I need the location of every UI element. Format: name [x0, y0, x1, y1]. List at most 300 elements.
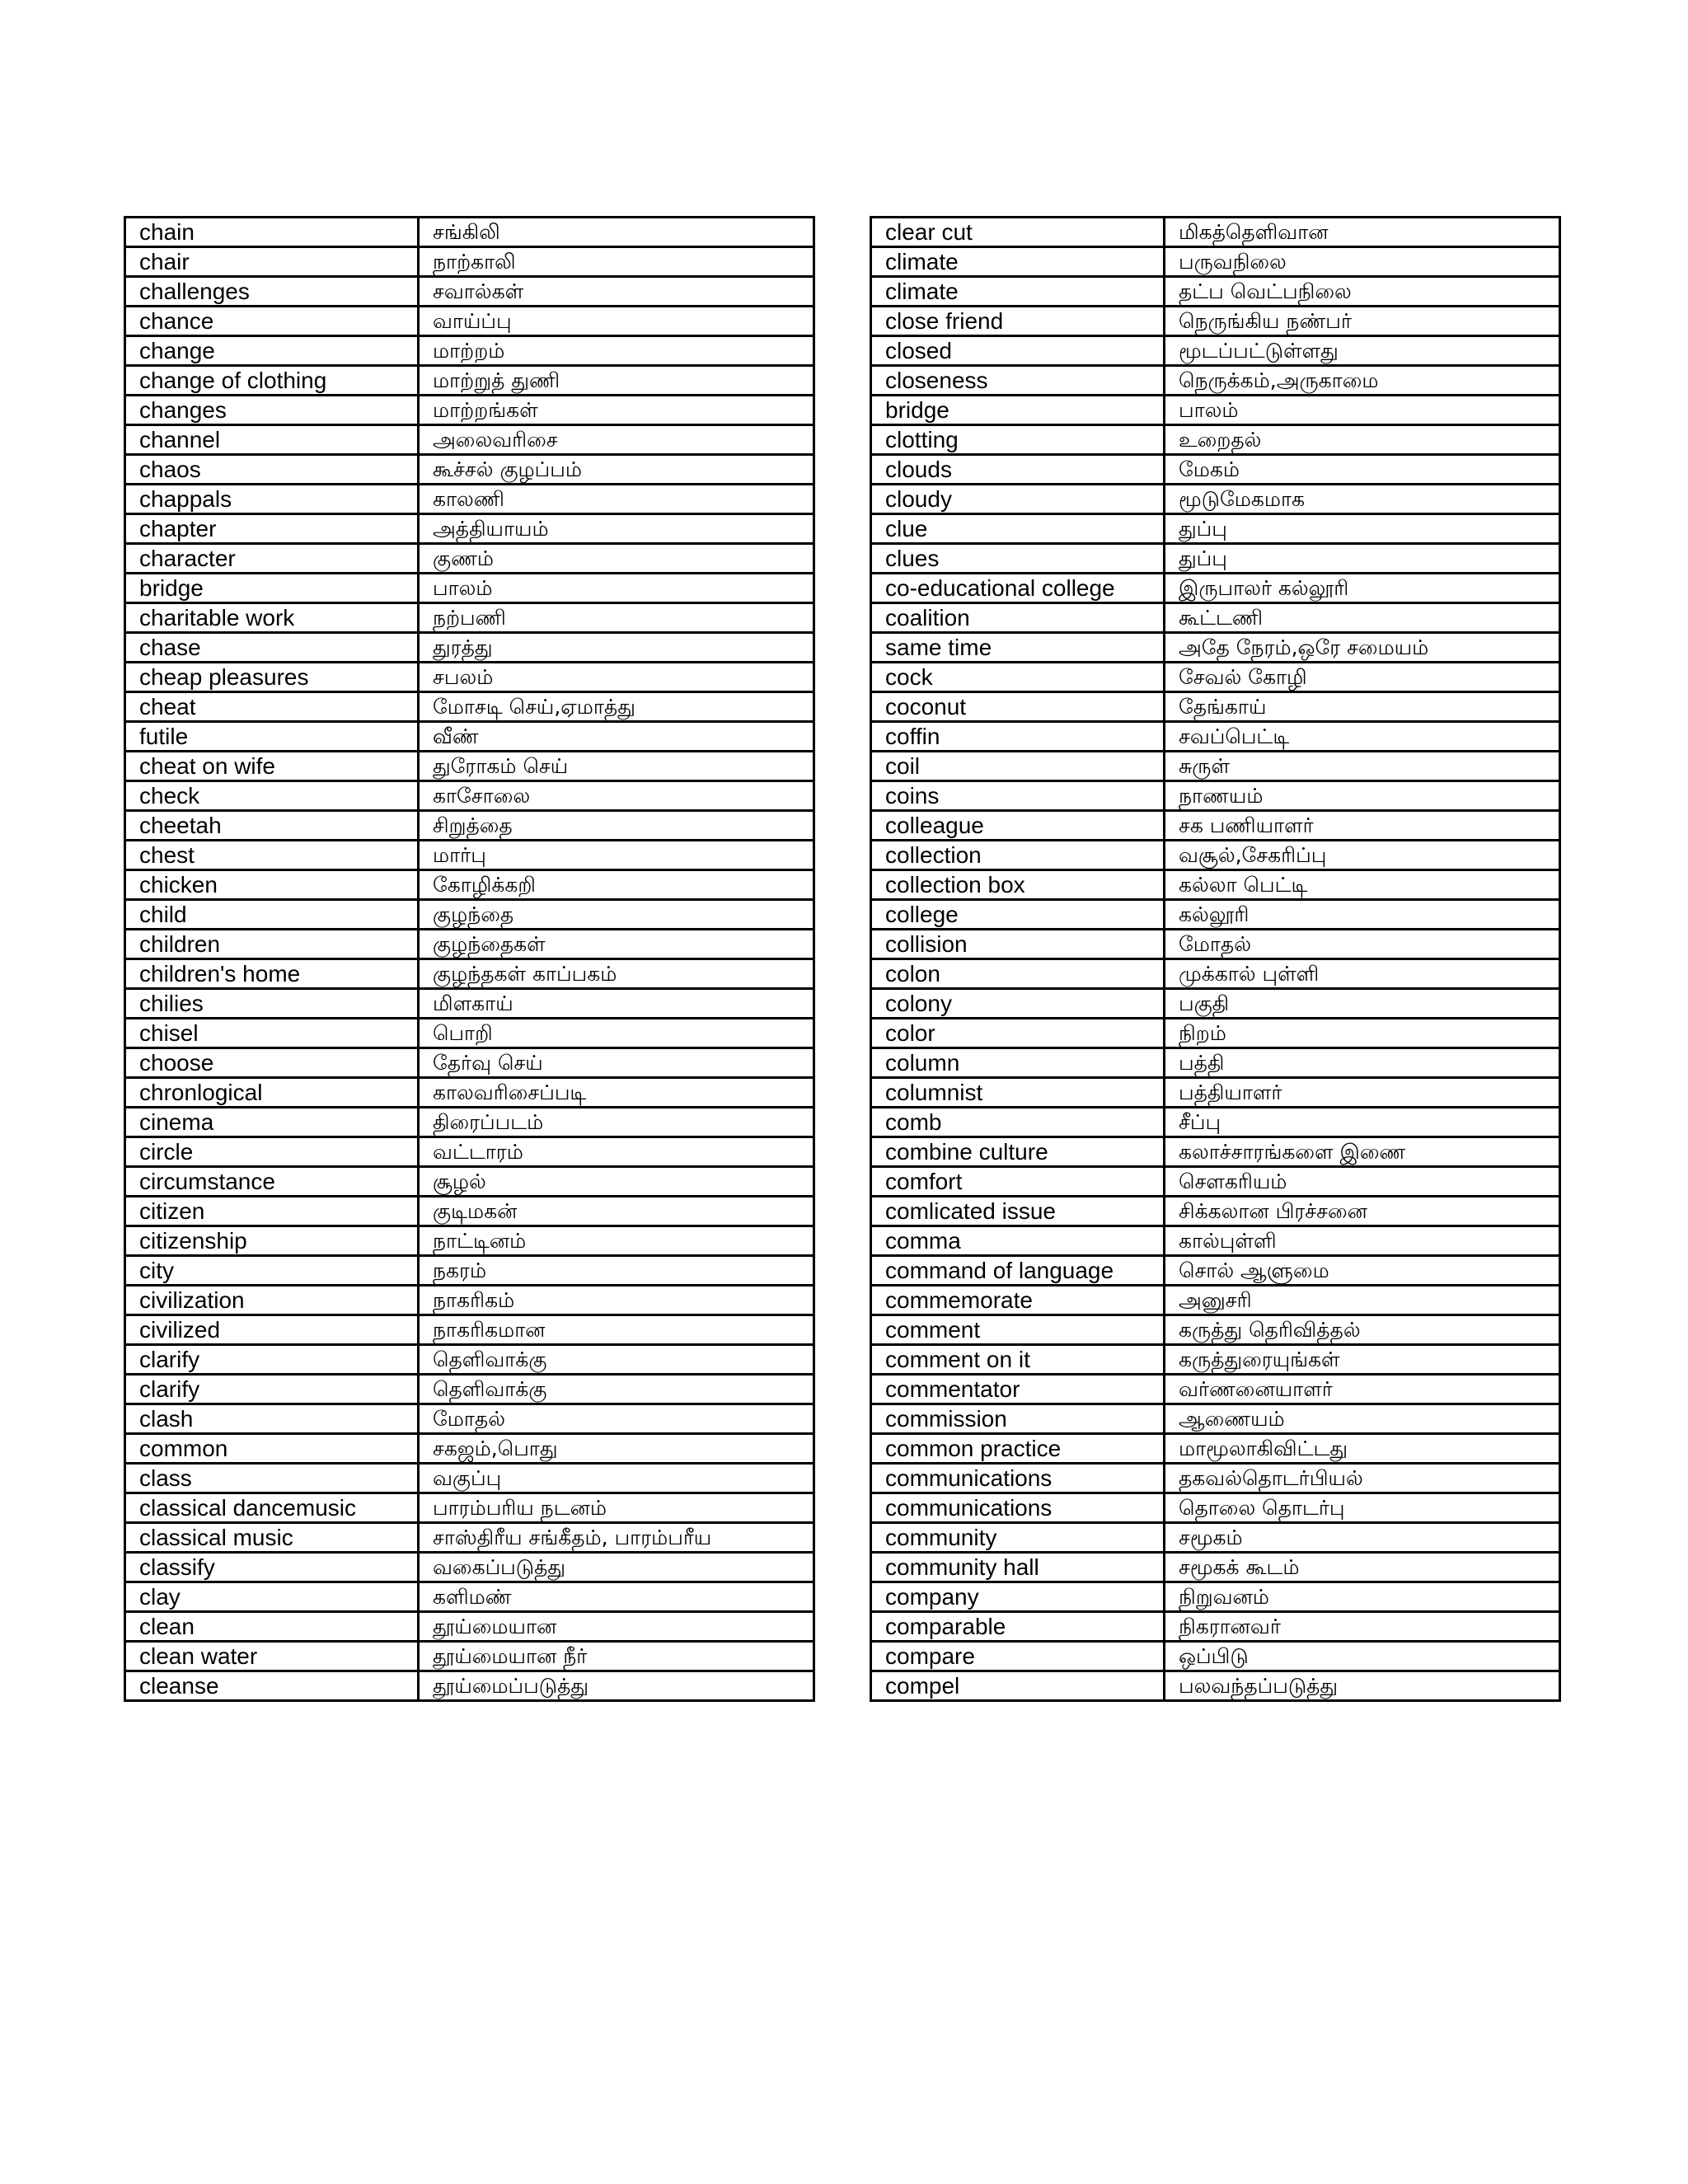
- table-row: [125, 1019, 814, 1048]
- tamil-translation: குழந்தைகள்: [419, 930, 814, 959]
- english-term: common: [125, 1434, 419, 1464]
- tamil-translation: பகுதி: [1165, 989, 1560, 1019]
- tamil-translation: நெருக்கம்,அருகாமை: [1165, 366, 1560, 396]
- table-row: [871, 1434, 1560, 1464]
- table-row: [871, 1464, 1560, 1493]
- english-term: classical dancemusic: [125, 1493, 419, 1523]
- tamil-translation: கருத்துரையுங்கள்: [1165, 1345, 1560, 1375]
- tamil-translation: நாற்காலி: [419, 247, 814, 277]
- tamil-translation: மாமூலாகிவிட்டது: [1165, 1434, 1560, 1464]
- tamil-translation: அத்தியாயம்: [419, 514, 814, 544]
- table-row: [125, 544, 814, 574]
- tamil-translation: நாட்டினம்: [419, 1226, 814, 1256]
- english-term: community hall: [871, 1553, 1165, 1582]
- table-row: [871, 1286, 1560, 1315]
- english-term: chapter: [125, 514, 419, 544]
- english-term: comparable: [871, 1612, 1165, 1642]
- english-term: collection box: [871, 870, 1165, 900]
- table-row: [871, 1315, 1560, 1345]
- tamil-translation: அதே நேரம்,ஒரே சமையம்: [1165, 633, 1560, 663]
- tamil-translation: மோதல்: [419, 1404, 814, 1434]
- tamil-translation: நிறம்: [1165, 1019, 1560, 1048]
- table-row: [125, 1197, 814, 1226]
- table-row: [125, 514, 814, 544]
- english-term: cheat on wife: [125, 752, 419, 781]
- table-row: [871, 663, 1560, 692]
- table-row: [871, 930, 1560, 959]
- table-row: [125, 603, 814, 633]
- english-term: clean water: [125, 1642, 419, 1671]
- english-term: column: [871, 1048, 1165, 1078]
- tamil-translation: முக்கால் புள்ளி: [1165, 959, 1560, 989]
- tamil-translation: வாய்ப்பு: [419, 307, 814, 336]
- table-row: [125, 1464, 814, 1493]
- table-row: [871, 1137, 1560, 1167]
- table-row: [871, 1078, 1560, 1108]
- tamil-translation: தூய்மையான நீர்: [419, 1642, 814, 1671]
- table-row: [125, 247, 814, 277]
- english-term: citizenship: [125, 1226, 419, 1256]
- table-row: [125, 574, 814, 603]
- english-term: chilies: [125, 989, 419, 1019]
- tamil-translation: குழந்தகள் காப்பகம்: [419, 959, 814, 989]
- tamil-translation: வர்ணனையாளர்: [1165, 1375, 1560, 1404]
- table-row: [125, 307, 814, 336]
- english-term: charitable work: [125, 603, 419, 633]
- tamil-translation: நாணயம்: [1165, 781, 1560, 811]
- table-row: [871, 1256, 1560, 1286]
- tamil-translation: குழந்தை: [419, 900, 814, 930]
- english-term: class: [125, 1464, 419, 1493]
- english-term: cleanse: [125, 1671, 419, 1701]
- tamil-translation: சங்கிலி: [419, 218, 814, 247]
- tamil-translation: மோசடி செய்,ஏமாத்து: [419, 692, 814, 722]
- tamil-translation: கால்புள்ளி: [1165, 1226, 1560, 1256]
- english-term: comment: [871, 1315, 1165, 1345]
- table-row: [125, 1167, 814, 1197]
- table-row: [871, 1167, 1560, 1197]
- english-term: comment on it: [871, 1345, 1165, 1375]
- table-row: [871, 900, 1560, 930]
- english-term: change of clothing: [125, 366, 419, 396]
- table-row: [125, 1315, 814, 1345]
- english-term: closed: [871, 336, 1165, 366]
- english-term: colony: [871, 989, 1165, 1019]
- english-term: colleague: [871, 811, 1165, 841]
- table-row: [871, 336, 1560, 366]
- english-term: chair: [125, 247, 419, 277]
- table-row: [871, 1493, 1560, 1523]
- table-row: [125, 1345, 814, 1375]
- english-term: clotting: [871, 425, 1165, 455]
- tamil-translation: சிறுத்தை: [419, 811, 814, 841]
- table-row: [871, 781, 1560, 811]
- table-row: [125, 989, 814, 1019]
- table-row: [125, 900, 814, 930]
- table-row: [125, 811, 814, 841]
- english-term: coins: [871, 781, 1165, 811]
- table-row: [871, 841, 1560, 870]
- english-term: combine culture: [871, 1137, 1165, 1167]
- table-row: [871, 811, 1560, 841]
- english-term: clarify: [125, 1345, 419, 1375]
- english-term: chicken: [125, 870, 419, 900]
- english-term: columnist: [871, 1078, 1165, 1108]
- table-row: [125, 336, 814, 366]
- tamil-translation: தொலை தொடர்பு: [1165, 1493, 1560, 1523]
- tamil-translation: நாகரிகமான: [419, 1315, 814, 1345]
- table-row: [125, 1256, 814, 1286]
- table-row: [871, 574, 1560, 603]
- english-term: check: [125, 781, 419, 811]
- table-row: [871, 633, 1560, 663]
- table-row: [871, 1108, 1560, 1137]
- tamil-translation: காலவரிசைப்படி: [419, 1078, 814, 1108]
- english-term: changes: [125, 396, 419, 425]
- english-term: collection: [871, 841, 1165, 870]
- tamil-translation: துப்பு: [1165, 544, 1560, 574]
- glossary-body-left: [125, 218, 814, 1701]
- tamil-translation: மிளகாய்: [419, 989, 814, 1019]
- table-row: [125, 455, 814, 485]
- tamil-translation: சவப்பெட்டி: [1165, 722, 1560, 752]
- table-row: [871, 425, 1560, 455]
- english-term: clean: [125, 1612, 419, 1642]
- table-row: [125, 1582, 814, 1612]
- table-row: [871, 1345, 1560, 1375]
- table-row: [125, 1048, 814, 1078]
- english-term: child: [125, 900, 419, 930]
- english-term: comfort: [871, 1167, 1165, 1197]
- english-term: challenges: [125, 277, 419, 307]
- tamil-translation: மாற்றுத் துணி: [419, 366, 814, 396]
- tamil-translation: நெருங்கிய நண்பர்: [1165, 307, 1560, 336]
- english-term: clash: [125, 1404, 419, 1434]
- tamil-translation: சூழல்: [419, 1167, 814, 1197]
- tamil-translation: தேங்காய்: [1165, 692, 1560, 722]
- english-term: chase: [125, 633, 419, 663]
- tamil-translation: சேவல் கோழி: [1165, 663, 1560, 692]
- english-term: clarify: [125, 1375, 419, 1404]
- tamil-translation: இருபாலர் கல்லூரி: [1165, 574, 1560, 603]
- english-term: company: [871, 1582, 1165, 1612]
- tamil-translation: மேகம்: [1165, 455, 1560, 485]
- english-term: children: [125, 930, 419, 959]
- table-row: [871, 277, 1560, 307]
- tamil-translation: சீப்பு: [1165, 1108, 1560, 1137]
- table-row: [871, 1523, 1560, 1553]
- tamil-translation: காசோலை: [419, 781, 814, 811]
- english-term: coalition: [871, 603, 1165, 633]
- table-row: [125, 1612, 814, 1642]
- glossary-table-left: [124, 216, 815, 1702]
- english-term: commission: [871, 1404, 1165, 1434]
- table-row: [871, 485, 1560, 514]
- english-term: children's home: [125, 959, 419, 989]
- tamil-translation: மார்பு: [419, 841, 814, 870]
- table-row: [871, 1019, 1560, 1048]
- table-row: [125, 218, 814, 247]
- english-term: civilization: [125, 1286, 419, 1315]
- tamil-translation: பருவநிலை: [1165, 247, 1560, 277]
- tamil-translation: அனுசரி: [1165, 1286, 1560, 1315]
- glossary-body-right: [871, 218, 1560, 1701]
- table-row: [871, 603, 1560, 633]
- english-term: cheetah: [125, 811, 419, 841]
- english-term: classical music: [125, 1523, 419, 1553]
- table-row: [125, 1553, 814, 1582]
- tamil-translation: பாரம்பரிய நடனம்: [419, 1493, 814, 1523]
- tamil-translation: சகஜம்,பொது: [419, 1434, 814, 1464]
- tamil-translation: மூடப்பட்டுள்ளது: [1165, 336, 1560, 366]
- table-row: [125, 930, 814, 959]
- english-term: civilized: [125, 1315, 419, 1345]
- table-row: [125, 663, 814, 692]
- english-term: circumstance: [125, 1167, 419, 1197]
- tamil-translation: கூட்டணி: [1165, 603, 1560, 633]
- tamil-translation: சவால்கள்: [419, 277, 814, 307]
- tamil-translation: நிறுவனம்: [1165, 1582, 1560, 1612]
- table-row: [125, 1671, 814, 1701]
- english-term: chance: [125, 307, 419, 336]
- tamil-translation: வீண்: [419, 722, 814, 752]
- table-row: [125, 366, 814, 396]
- table-row: [871, 366, 1560, 396]
- table-row: [125, 1137, 814, 1167]
- english-term: character: [125, 544, 419, 574]
- tamil-translation: வட்டாரம்: [419, 1137, 814, 1167]
- tamil-translation: வகைப்படுத்து: [419, 1553, 814, 1582]
- table-row: [125, 1078, 814, 1108]
- english-term: chronlogical: [125, 1078, 419, 1108]
- tamil-translation: தகவல்தொடர்பியல்: [1165, 1464, 1560, 1493]
- tamil-translation: பத்தியாளர்: [1165, 1078, 1560, 1108]
- table-row: [871, 692, 1560, 722]
- tamil-translation: சௌகரியம்: [1165, 1167, 1560, 1197]
- tamil-translation: வசூல்,சேகரிப்பு: [1165, 841, 1560, 870]
- english-term: clear cut: [871, 218, 1165, 247]
- tamil-translation: ஒப்பிடு: [1165, 1642, 1560, 1671]
- tamil-translation: கூச்சல் குழப்பம்: [419, 455, 814, 485]
- tamil-translation: தூய்மையான: [419, 1612, 814, 1642]
- table-row: [125, 841, 814, 870]
- english-term: chain: [125, 218, 419, 247]
- tamil-translation: கருத்து தெரிவித்தல்: [1165, 1315, 1560, 1345]
- tamil-translation: குடிமகன்: [419, 1197, 814, 1226]
- english-term: bridge: [125, 574, 419, 603]
- english-term: closeness: [871, 366, 1165, 396]
- tamil-translation: பாலம்: [1165, 396, 1560, 425]
- english-term: cinema: [125, 1108, 419, 1137]
- english-term: change: [125, 336, 419, 366]
- english-term: citizen: [125, 1197, 419, 1226]
- table-row: [125, 1375, 814, 1404]
- tamil-translation: உறைதல்: [1165, 425, 1560, 455]
- table-row: [125, 1523, 814, 1553]
- english-term: compel: [871, 1671, 1165, 1701]
- english-term: coffin: [871, 722, 1165, 752]
- tamil-translation: கல்லூரி: [1165, 900, 1560, 930]
- table-row: [871, 544, 1560, 574]
- english-term: coconut: [871, 692, 1165, 722]
- english-term: commemorate: [871, 1286, 1165, 1315]
- english-term: close friend: [871, 307, 1165, 336]
- english-term: comb: [871, 1108, 1165, 1137]
- tamil-translation: வகுப்பு: [419, 1464, 814, 1493]
- english-term: city: [125, 1256, 419, 1286]
- table-row: [871, 218, 1560, 247]
- table-row: [871, 455, 1560, 485]
- tamil-translation: மிகத்தெளிவான: [1165, 218, 1560, 247]
- english-term: collision: [871, 930, 1165, 959]
- english-term: chaos: [125, 455, 419, 485]
- tamil-translation: சமூகம்: [1165, 1523, 1560, 1553]
- tamil-translation: சிக்கலான பிரச்சனை: [1165, 1197, 1560, 1226]
- tamil-translation: சபலம்: [419, 663, 814, 692]
- table-row: [125, 752, 814, 781]
- table-row: [871, 1553, 1560, 1582]
- english-term: compare: [871, 1642, 1165, 1671]
- tamil-translation: தேர்வு செய்: [419, 1048, 814, 1078]
- table-row: [125, 277, 814, 307]
- english-term: community: [871, 1523, 1165, 1553]
- english-term: cheat: [125, 692, 419, 722]
- english-term: clue: [871, 514, 1165, 544]
- english-term: cock: [871, 663, 1165, 692]
- english-term: commentator: [871, 1375, 1165, 1404]
- table-row: [125, 633, 814, 663]
- english-term: cheap pleasures: [125, 663, 419, 692]
- tamil-translation: கலாச்சாரங்களை இணை: [1165, 1137, 1560, 1167]
- tamil-translation: பொறி: [419, 1019, 814, 1048]
- tamil-translation: சொல் ஆளுமை: [1165, 1256, 1560, 1286]
- english-term: common practice: [871, 1434, 1165, 1464]
- tamil-translation: துரோகம் செய்: [419, 752, 814, 781]
- english-term: command of language: [871, 1256, 1165, 1286]
- table-row: [871, 959, 1560, 989]
- table-row: [125, 1226, 814, 1256]
- english-term: clay: [125, 1582, 419, 1612]
- tamil-translation: தூய்மைப்படுத்து: [419, 1671, 814, 1701]
- tamil-translation: தெளிவாக்கு: [419, 1375, 814, 1404]
- tamil-translation: நிகரானவர்: [1165, 1612, 1560, 1642]
- tamil-translation: சமூகக் கூடம்: [1165, 1553, 1560, 1582]
- tamil-translation: திரைப்படம்: [419, 1108, 814, 1137]
- tamil-translation: களிமண்: [419, 1582, 814, 1612]
- tamil-translation: துரத்து: [419, 633, 814, 663]
- table-row: [871, 514, 1560, 544]
- table-row: [125, 1642, 814, 1671]
- english-term: coil: [871, 752, 1165, 781]
- english-term: channel: [125, 425, 419, 455]
- table-row: [125, 692, 814, 722]
- english-term: chappals: [125, 485, 419, 514]
- tamil-translation: துப்பு: [1165, 514, 1560, 544]
- table-row: [871, 247, 1560, 277]
- table-row: [125, 959, 814, 989]
- table-row: [871, 1612, 1560, 1642]
- tamil-translation: குணம்: [419, 544, 814, 574]
- english-term: comma: [871, 1226, 1165, 1256]
- tamil-translation: பத்தி: [1165, 1048, 1560, 1078]
- english-term: circle: [125, 1137, 419, 1167]
- english-term: cloudy: [871, 485, 1165, 514]
- table-row: [125, 1108, 814, 1137]
- table-row: [871, 1671, 1560, 1701]
- tamil-translation: மோதல்: [1165, 930, 1560, 959]
- english-term: climate: [871, 277, 1165, 307]
- tamil-translation: சக பணியாளர்: [1165, 811, 1560, 841]
- tamil-translation: தெளிவாக்கு: [419, 1345, 814, 1375]
- english-term: chest: [125, 841, 419, 870]
- tamil-translation: பலவந்தப்படுத்து: [1165, 1671, 1560, 1701]
- english-term: co-educational college: [871, 574, 1165, 603]
- table-row: [871, 1582, 1560, 1612]
- english-term: choose: [125, 1048, 419, 1078]
- tamil-translation: காலணி: [419, 485, 814, 514]
- tamil-translation: பாலம்: [419, 574, 814, 603]
- table-row: [871, 1404, 1560, 1434]
- english-term: communications: [871, 1464, 1165, 1493]
- table-row: [871, 989, 1560, 1019]
- tamil-translation: நகரம்: [419, 1256, 814, 1286]
- english-term: same time: [871, 633, 1165, 663]
- tamil-translation: மாற்றம்: [419, 336, 814, 366]
- english-term: clouds: [871, 455, 1165, 485]
- tamil-translation: மூடுமேகமாக: [1165, 485, 1560, 514]
- tamil-translation: ஆணையம்: [1165, 1404, 1560, 1434]
- tamil-translation: மாற்றங்கள்: [419, 396, 814, 425]
- table-row: [125, 396, 814, 425]
- table-row: [871, 1226, 1560, 1256]
- tamil-translation: அலைவரிசை: [419, 425, 814, 455]
- table-row: [125, 1404, 814, 1434]
- table-row: [125, 870, 814, 900]
- table-row: [871, 1197, 1560, 1226]
- english-term: college: [871, 900, 1165, 930]
- table-row: [125, 1493, 814, 1523]
- table-row: [871, 722, 1560, 752]
- table-row: [871, 752, 1560, 781]
- tamil-translation: நற்பணி: [419, 603, 814, 633]
- english-term: colon: [871, 959, 1165, 989]
- tamil-translation: தட்ப வெட்பநிலை: [1165, 277, 1560, 307]
- table-row: [125, 781, 814, 811]
- table-row: [871, 396, 1560, 425]
- table-row: [871, 1375, 1560, 1404]
- english-term: classify: [125, 1553, 419, 1582]
- english-term: communications: [871, 1493, 1165, 1523]
- table-row: [125, 1434, 814, 1464]
- tamil-translation: சாஸ்திரீய சங்கீதம், பாரம்பரீய: [419, 1523, 814, 1553]
- tamil-translation: கோழிக்கறி: [419, 870, 814, 900]
- table-row: [871, 870, 1560, 900]
- table-row: [125, 1286, 814, 1315]
- table-row: [871, 1048, 1560, 1078]
- english-term: comlicated issue: [871, 1197, 1165, 1226]
- table-row: [871, 1642, 1560, 1671]
- table-row: [125, 425, 814, 455]
- table-row: [125, 485, 814, 514]
- tamil-translation: நாகரிகம்: [419, 1286, 814, 1315]
- english-term: clues: [871, 544, 1165, 574]
- english-term: chisel: [125, 1019, 419, 1048]
- english-term: color: [871, 1019, 1165, 1048]
- tamil-translation: கல்லா பெட்டி: [1165, 870, 1560, 900]
- table-row: [871, 307, 1560, 336]
- english-term: climate: [871, 247, 1165, 277]
- table-row: [125, 722, 814, 752]
